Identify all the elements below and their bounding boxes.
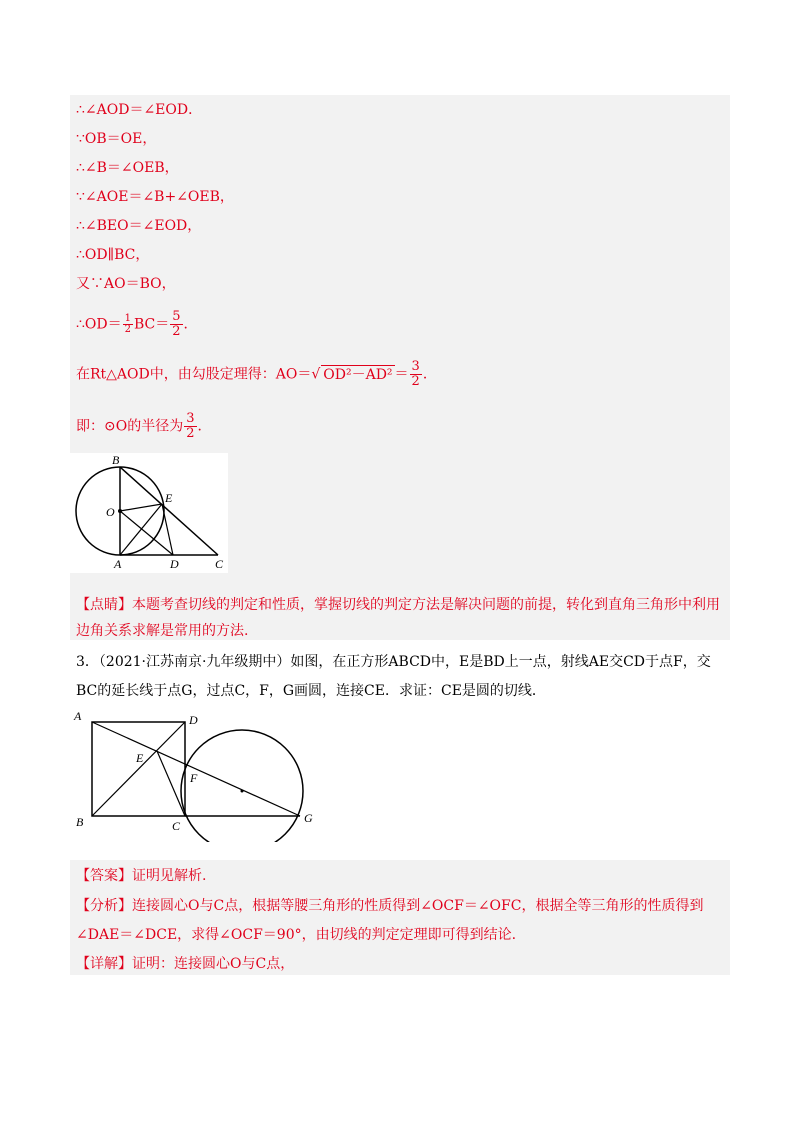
denominator: 2 [172,324,181,339]
label-d: D [189,713,198,727]
solution-line: ∴OD∥BC， [76,247,150,263]
text: ∴OD＝ [76,316,122,333]
label-b: B [76,815,84,829]
label-a: A [114,557,122,571]
detail-tag: 【详解】 [76,956,132,972]
dianjing-tag: 【点睛】 [76,597,132,613]
label-d: D [170,557,179,571]
text: ． [197,418,212,435]
figure-1-svg [70,453,228,573]
label-e: E [136,751,144,765]
solution-line-od [76,310,198,339]
sqrt-sign: √ [311,366,321,383]
label-b: B [112,453,120,467]
fraction [184,412,196,441]
label-f: F [190,771,198,785]
analysis-text: 连接圆心O与C点，根据等腰三角形的性质得到∠OCF＝∠OFC，根据全等三角形的性质得到 [132,898,704,914]
problem-3-line-1: 3．（2021·江苏南京·九年级期中）如图，在正方形ABCD中，E是BD上一点，射线AE交CD于点F，交 [76,654,711,670]
solution-line: ∴∠AOD＝∠EOD． [76,102,203,118]
label-c: C [215,557,224,571]
solution-line: 又∵AO＝BO， [76,276,176,292]
fraction [410,360,422,389]
label-e: E [165,491,173,505]
text: 在Rt△AOD中，由勾股定理得：AO＝ [76,366,312,383]
text: ＝ [394,366,409,383]
label-o: O [106,505,115,519]
label-a: A [74,709,82,723]
numerator: 3 [411,359,420,374]
fraction [123,314,133,335]
denominator: 2 [411,374,420,389]
geometry-figure-1 [70,453,228,573]
analysis-line-1 [76,897,703,915]
analysis-tag: 【分析】 [76,898,132,914]
answer-text: 证明见解析. [132,868,207,884]
label-c: C [172,819,181,833]
dianjing-text: 本题考查切线的判定和性质，掌握切线的判定方法是解决问题的前提，转化到直角三角形中利用 [132,597,720,613]
solution-line: ∵OB＝OE， [76,131,157,147]
sqrt-body: OD²－AD² [323,366,393,383]
label-g: G [304,811,313,825]
detail-line [76,955,294,973]
analysis-line-2: ∠DAE＝∠DCE，求得∠OCF＝90°，由切线的判定定理即可得到结论. [76,927,517,943]
solution-line: ∴∠B＝∠OEB， [76,160,179,176]
geometry-figure-2 [70,706,320,842]
denominator: 2 [186,426,195,441]
numerator: 5 [172,309,181,324]
solution-line: ∵∠AOE＝∠B+∠OEB， [76,189,234,205]
detail-text: 证明：连接圆心O与C点， [132,956,295,972]
solution-line: ∴∠BEO＝∠EOD， [76,218,202,234]
solution-line-radius [76,412,212,441]
answer-line [76,867,206,885]
problem-3-line-2: BC的延长线于点G，过点C，F，G画圆，连接CE．求证：CE是圆的切线． [76,683,546,699]
dianjing-line-2: 边角关系求解是常用的方法. [76,623,249,639]
text: ． [422,366,437,383]
numerator: 1 [124,313,131,324]
figure-2-svg [70,706,320,842]
text: ． [183,316,198,333]
text: BC＝ [133,316,170,333]
denominator: 2 [124,324,131,335]
dianjing-line-1 [76,596,720,614]
numerator: 3 [186,411,195,426]
fraction [170,310,182,339]
solution-line-pythagoras [76,360,437,389]
text: 即：⊙O的半径为 [76,418,184,435]
answer-tag: 【答案】 [76,868,132,884]
